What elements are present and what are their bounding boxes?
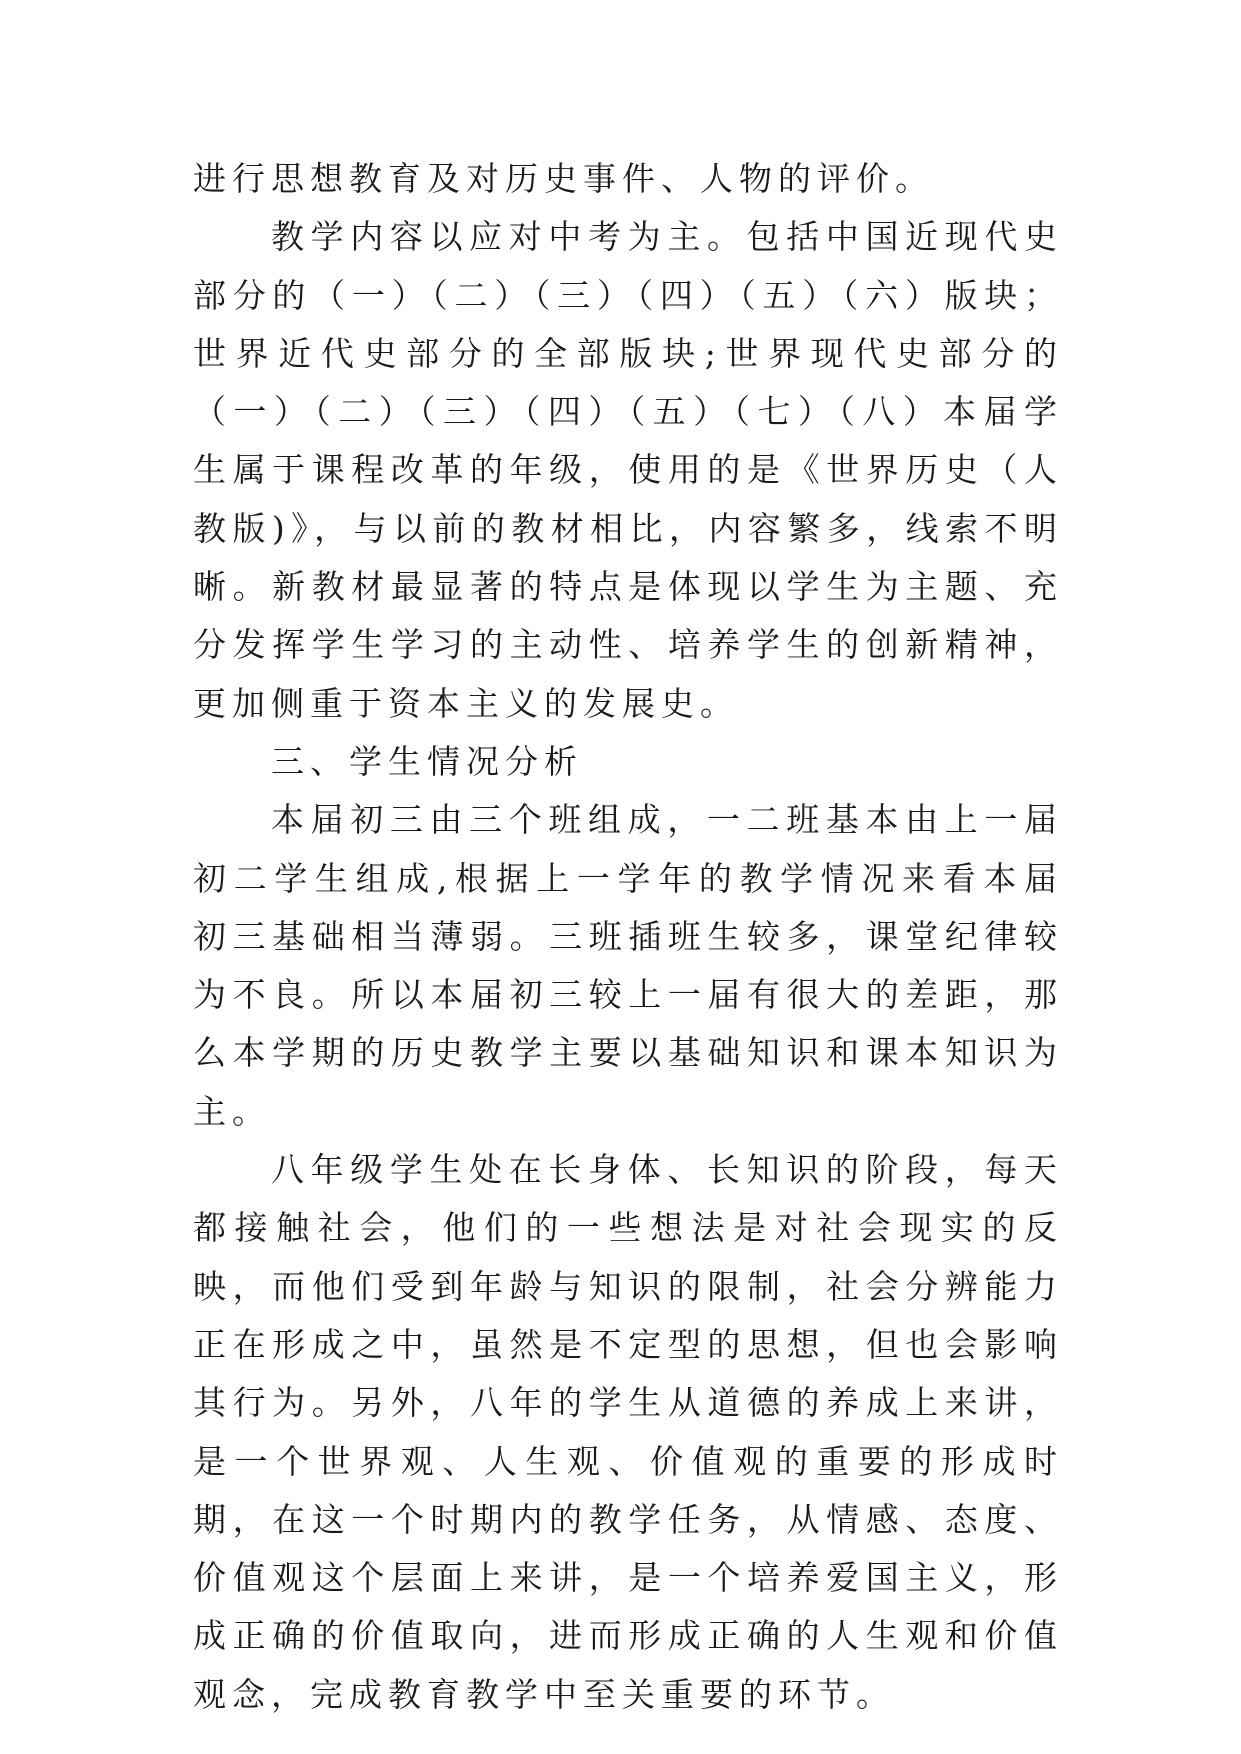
paragraph-class-composition: 本届初三由三个班组成，一二班基本由上一届初二学生组成,根据上一学年的教学情况来看本届初三基础相当薄弱。三班插班生较多，课堂纪律较为不良。所以本届初三较上一届有很大的差距，那么本学期的历史教学主要以基础知识和课本知识为主。 bbox=[193, 800, 1063, 1131]
paragraph-continuation: 进行思想教育及对历史事件、人物的评价。 bbox=[193, 159, 934, 198]
body-text bbox=[193, 150, 1063, 1724]
paragraph-teaching-content: 教学内容以应对中考为主。包括中国近现代史部分的（一）（二）（三）（四）（五）（六）版块；世界近代史部分的全部版块;世界现代史部分的（一）（二）（三）（四）（五）（七）（八）本届学生属于课程改革的年级，使用的是《世界历史（人教版)》，与以前的教材相比，内容繁多，线索不明晰。新教材最显著的特点是体现以学生为主题、充分发挥学生学习的主动性、培养学生的创新精神，更加侧重于资本主义的发展史。 bbox=[193, 217, 1063, 723]
paragraph-student-development: 八年级学生处在长身体、长知识的阶段，每天都接触社会，他们的一些想法是对社会现实的反映，而他们受到年龄与知识的限制，社会分辨能力正在形成之中，虽然是不定型的思想，但也会影响其行为。另外，八年的学生从道德的养成上来讲，是一个世界观、人生观、价值观的重要的形成时期，在这一个时期内的教学任务，从情感、态度、价值观这个层面上来讲，是一个培养爱国主义，形成正确的价值取向，进而形成正确的人生观和价值观念，完成教育教学中至关重要的环节。 bbox=[193, 1150, 1063, 1714]
section-heading-student-analysis: 三、学生情况分析 bbox=[271, 741, 583, 781]
